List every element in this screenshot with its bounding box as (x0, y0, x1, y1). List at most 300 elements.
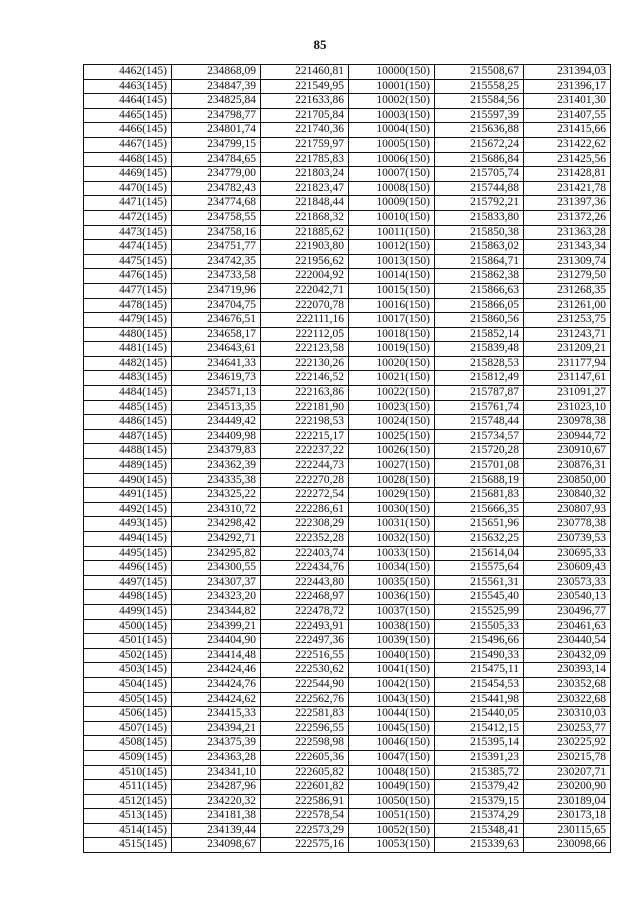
y-coordinate-cell: 230778,38 (524, 517, 611, 532)
point-id-cell: 10040(150) (349, 648, 435, 663)
x-coordinate-cell: 234799,15 (172, 137, 261, 152)
point-id-cell: 4471(145) (84, 196, 172, 211)
y-coordinate-cell: 222146,52 (261, 371, 349, 386)
x-coordinate-cell: 234307,37 (172, 575, 261, 590)
point-id-cell: 10043(150) (349, 692, 435, 707)
y-coordinate-cell: 230573,33 (524, 575, 611, 590)
table-row (84, 342, 611, 357)
x-coordinate-cell: 234758,55 (172, 210, 261, 225)
y-coordinate-cell: 230098,66 (524, 838, 611, 853)
point-id-cell: 10007(150) (349, 167, 435, 182)
y-coordinate-cell: 231261,00 (524, 298, 611, 313)
table-row (84, 225, 611, 240)
y-coordinate-cell: 222112,05 (261, 327, 349, 342)
x-coordinate-cell: 234424,62 (172, 692, 261, 707)
table-row (84, 561, 611, 576)
y-coordinate-cell: 230189,04 (524, 794, 611, 809)
point-id-cell: 10005(150) (349, 137, 435, 152)
table-row (84, 371, 611, 386)
table-row (84, 707, 611, 722)
point-id-cell: 10051(150) (349, 809, 435, 824)
point-id-cell: 10017(150) (349, 313, 435, 328)
y-coordinate-cell: 230393,14 (524, 663, 611, 678)
x-coordinate-cell: 215734,57 (435, 429, 524, 444)
point-id-cell: 4499(145) (84, 604, 172, 619)
x-coordinate-cell: 215391,23 (435, 750, 524, 765)
x-coordinate-cell: 234733,58 (172, 269, 261, 284)
table-row (84, 400, 611, 415)
y-coordinate-cell: 231422,62 (524, 137, 611, 152)
y-coordinate-cell: 230910,67 (524, 444, 611, 459)
point-id-cell: 4505(145) (84, 692, 172, 707)
y-coordinate-cell: 230540,13 (524, 590, 611, 605)
table-row (84, 283, 611, 298)
x-coordinate-cell: 234363,28 (172, 750, 261, 765)
coordinates-table (83, 64, 611, 853)
y-coordinate-cell: 222493,91 (261, 619, 349, 634)
x-coordinate-cell: 234220,32 (172, 794, 261, 809)
point-id-cell: 10038(150) (349, 619, 435, 634)
point-id-cell: 10014(150) (349, 269, 435, 284)
x-coordinate-cell: 215681,83 (435, 488, 524, 503)
point-id-cell: 10030(150) (349, 502, 435, 517)
point-id-cell: 10041(150) (349, 663, 435, 678)
table-row (84, 780, 611, 795)
point-id-cell: 10035(150) (349, 575, 435, 590)
y-coordinate-cell: 230807,93 (524, 502, 611, 517)
y-coordinate-cell: 221868,32 (261, 210, 349, 225)
point-id-cell: 4507(145) (84, 721, 172, 736)
y-coordinate-cell: 222215,17 (261, 429, 349, 444)
point-id-cell: 4480(145) (84, 327, 172, 342)
y-coordinate-cell: 231401,30 (524, 94, 611, 109)
y-coordinate-cell: 230207,71 (524, 765, 611, 780)
x-coordinate-cell: 215666,35 (435, 502, 524, 517)
y-coordinate-cell: 230253,77 (524, 721, 611, 736)
table-row (84, 386, 611, 401)
y-coordinate-cell: 222596,55 (261, 721, 349, 736)
y-coordinate-cell: 231415,66 (524, 123, 611, 138)
point-id-cell: 4465(145) (84, 108, 172, 123)
y-coordinate-cell: 222042,71 (261, 283, 349, 298)
y-coordinate-cell: 222352,28 (261, 532, 349, 547)
x-coordinate-cell: 215833,80 (435, 210, 524, 225)
x-coordinate-cell: 234325,22 (172, 488, 261, 503)
table-row (84, 502, 611, 517)
x-coordinate-cell: 234719,96 (172, 283, 261, 298)
y-coordinate-cell: 222598,98 (261, 736, 349, 751)
y-coordinate-cell: 222586,91 (261, 794, 349, 809)
y-coordinate-cell: 221903,80 (261, 240, 349, 255)
y-coordinate-cell: 230352,68 (524, 677, 611, 692)
y-coordinate-cell: 222308,29 (261, 517, 349, 532)
point-id-cell: 10052(150) (349, 823, 435, 838)
x-coordinate-cell: 215705,74 (435, 167, 524, 182)
x-coordinate-cell: 215441,98 (435, 692, 524, 707)
table-row (84, 210, 611, 225)
point-id-cell: 4463(145) (84, 79, 172, 94)
table-row (84, 604, 611, 619)
x-coordinate-cell: 234379,83 (172, 444, 261, 459)
x-coordinate-cell: 234782,43 (172, 181, 261, 196)
y-coordinate-cell: 230850,00 (524, 473, 611, 488)
x-coordinate-cell: 215505,33 (435, 619, 524, 634)
y-coordinate-cell: 231394,03 (524, 65, 611, 80)
x-coordinate-cell: 215379,42 (435, 780, 524, 795)
point-id-cell: 10045(150) (349, 721, 435, 736)
x-coordinate-cell: 215748,44 (435, 415, 524, 430)
y-coordinate-cell: 230115,65 (524, 823, 611, 838)
point-id-cell: 4489(145) (84, 459, 172, 474)
point-id-cell: 10021(150) (349, 371, 435, 386)
table-row (84, 356, 611, 371)
page-number: 85 (313, 37, 327, 52)
point-id-cell: 4509(145) (84, 750, 172, 765)
point-id-cell: 10048(150) (349, 765, 435, 780)
y-coordinate-cell: 222004,92 (261, 269, 349, 284)
y-coordinate-cell: 231372,26 (524, 210, 611, 225)
table-row (84, 415, 611, 430)
y-coordinate-cell: 230944,72 (524, 429, 611, 444)
point-id-cell: 10000(150) (349, 65, 435, 80)
point-id-cell: 4486(145) (84, 415, 172, 430)
point-id-cell: 4502(145) (84, 648, 172, 663)
x-coordinate-cell: 234404,90 (172, 634, 261, 649)
x-coordinate-cell: 234295,82 (172, 546, 261, 561)
y-coordinate-cell: 230173,18 (524, 809, 611, 824)
y-coordinate-cell: 231209,21 (524, 342, 611, 357)
x-coordinate-cell: 215672,24 (435, 137, 524, 152)
point-id-cell: 4487(145) (84, 429, 172, 444)
y-coordinate-cell: 230432,09 (524, 648, 611, 663)
point-id-cell: 4514(145) (84, 823, 172, 838)
point-id-cell: 4513(145) (84, 809, 172, 824)
x-coordinate-cell: 215374,29 (435, 809, 524, 824)
table-row (84, 765, 611, 780)
point-id-cell: 10011(150) (349, 225, 435, 240)
y-coordinate-cell: 222111,16 (261, 313, 349, 328)
point-id-cell: 4462(145) (84, 65, 172, 80)
table-row (84, 269, 611, 284)
x-coordinate-cell: 215496,66 (435, 634, 524, 649)
point-id-cell: 4501(145) (84, 634, 172, 649)
point-id-cell: 4503(145) (84, 663, 172, 678)
y-coordinate-cell: 222198,53 (261, 415, 349, 430)
point-id-cell: 10012(150) (349, 240, 435, 255)
point-id-cell: 4468(145) (84, 152, 172, 167)
table-row (84, 152, 611, 167)
point-id-cell: 4496(145) (84, 561, 172, 576)
y-coordinate-cell: 221956,62 (261, 254, 349, 269)
x-coordinate-cell: 234658,17 (172, 327, 261, 342)
y-coordinate-cell: 222605,82 (261, 765, 349, 780)
y-coordinate-cell: 222544,90 (261, 677, 349, 692)
y-coordinate-cell: 230440,54 (524, 634, 611, 649)
y-coordinate-cell: 231428,81 (524, 167, 611, 182)
point-id-cell: 4515(145) (84, 838, 172, 853)
point-id-cell: 10042(150) (349, 677, 435, 692)
point-id-cell: 10020(150) (349, 356, 435, 371)
y-coordinate-cell: 230739,53 (524, 532, 611, 547)
x-coordinate-cell: 234774,68 (172, 196, 261, 211)
y-coordinate-cell: 221759,97 (261, 137, 349, 152)
coordinates-table-body (84, 65, 611, 853)
x-coordinate-cell: 234424,76 (172, 677, 261, 692)
table-row (84, 327, 611, 342)
y-coordinate-cell: 222270,28 (261, 473, 349, 488)
point-id-cell: 4493(145) (84, 517, 172, 532)
x-coordinate-cell: 215701,08 (435, 459, 524, 474)
y-coordinate-cell: 230609,43 (524, 561, 611, 576)
x-coordinate-cell: 215792,21 (435, 196, 524, 211)
x-coordinate-cell: 234449,42 (172, 415, 261, 430)
y-coordinate-cell: 221549,95 (261, 79, 349, 94)
x-coordinate-cell: 234784,65 (172, 152, 261, 167)
x-coordinate-cell: 234424,46 (172, 663, 261, 678)
x-coordinate-cell: 234399,21 (172, 619, 261, 634)
x-coordinate-cell: 234344,82 (172, 604, 261, 619)
point-id-cell: 10016(150) (349, 298, 435, 313)
point-id-cell: 10015(150) (349, 283, 435, 298)
x-coordinate-cell: 215454,53 (435, 677, 524, 692)
x-coordinate-cell: 234641,33 (172, 356, 261, 371)
x-coordinate-cell: 215651,96 (435, 517, 524, 532)
point-id-cell: 4467(145) (84, 137, 172, 152)
point-id-cell: 4470(145) (84, 181, 172, 196)
point-id-cell: 4469(145) (84, 167, 172, 182)
y-coordinate-cell: 231243,71 (524, 327, 611, 342)
point-id-cell: 4492(145) (84, 502, 172, 517)
y-coordinate-cell: 222581,83 (261, 707, 349, 722)
x-coordinate-cell: 234798,77 (172, 108, 261, 123)
table-row (84, 677, 611, 692)
point-id-cell: 10022(150) (349, 386, 435, 401)
y-coordinate-cell: 222578,54 (261, 809, 349, 824)
table-row (84, 823, 611, 838)
x-coordinate-cell: 215561,31 (435, 575, 524, 590)
table-row (84, 663, 611, 678)
y-coordinate-cell: 222163,86 (261, 386, 349, 401)
x-coordinate-cell: 215744,88 (435, 181, 524, 196)
table-row (84, 429, 611, 444)
y-coordinate-cell: 230461,63 (524, 619, 611, 634)
x-coordinate-cell: 234825,84 (172, 94, 261, 109)
y-coordinate-cell: 222181,90 (261, 400, 349, 415)
point-id-cell: 4473(145) (84, 225, 172, 240)
x-coordinate-cell: 215379,15 (435, 794, 524, 809)
table-row (84, 444, 611, 459)
y-coordinate-cell: 231425,56 (524, 152, 611, 167)
y-coordinate-cell: 231363,28 (524, 225, 611, 240)
x-coordinate-cell: 234298,42 (172, 517, 261, 532)
table-row (84, 196, 611, 211)
y-coordinate-cell: 221848,44 (261, 196, 349, 211)
table-row (84, 459, 611, 474)
x-coordinate-cell: 215525,99 (435, 604, 524, 619)
y-coordinate-cell: 222516,55 (261, 648, 349, 663)
y-coordinate-cell: 231091,27 (524, 386, 611, 401)
x-coordinate-cell: 234751,77 (172, 240, 261, 255)
point-id-cell: 4474(145) (84, 240, 172, 255)
table-row (84, 473, 611, 488)
x-coordinate-cell: 215508,67 (435, 65, 524, 80)
table-row (84, 488, 611, 503)
point-id-cell: 10032(150) (349, 532, 435, 547)
point-id-cell: 10037(150) (349, 604, 435, 619)
point-id-cell: 10029(150) (349, 488, 435, 503)
point-id-cell: 10027(150) (349, 459, 435, 474)
table-row (84, 634, 611, 649)
x-coordinate-cell: 215866,63 (435, 283, 524, 298)
x-coordinate-cell: 234801,74 (172, 123, 261, 138)
y-coordinate-cell: 230876,31 (524, 459, 611, 474)
table-row (84, 79, 611, 94)
y-coordinate-cell: 231023,10 (524, 400, 611, 415)
y-coordinate-cell: 222123,58 (261, 342, 349, 357)
point-id-cell: 10053(150) (349, 838, 435, 853)
table-row (84, 181, 611, 196)
x-coordinate-cell: 234409,98 (172, 429, 261, 444)
x-coordinate-cell: 215475,11 (435, 663, 524, 678)
x-coordinate-cell: 234362,39 (172, 459, 261, 474)
y-coordinate-cell: 231397,36 (524, 196, 611, 211)
y-coordinate-cell: 221885,62 (261, 225, 349, 240)
x-coordinate-cell: 215688,19 (435, 473, 524, 488)
y-coordinate-cell: 222605,36 (261, 750, 349, 765)
point-id-cell: 10046(150) (349, 736, 435, 751)
point-id-cell: 4484(145) (84, 386, 172, 401)
y-coordinate-cell: 222562,76 (261, 692, 349, 707)
table-row (84, 838, 611, 853)
point-id-cell: 10013(150) (349, 254, 435, 269)
y-coordinate-cell: 231268,35 (524, 283, 611, 298)
point-id-cell: 4488(145) (84, 444, 172, 459)
y-coordinate-cell: 222468,97 (261, 590, 349, 605)
x-coordinate-cell: 234323,20 (172, 590, 261, 605)
x-coordinate-cell: 215761,74 (435, 400, 524, 415)
x-coordinate-cell: 215720,28 (435, 444, 524, 459)
point-id-cell: 10003(150) (349, 108, 435, 123)
point-id-cell: 10050(150) (349, 794, 435, 809)
x-coordinate-cell: 215812,49 (435, 371, 524, 386)
x-coordinate-cell: 234571,13 (172, 386, 261, 401)
point-id-cell: 4478(145) (84, 298, 172, 313)
x-coordinate-cell: 234310,72 (172, 502, 261, 517)
point-id-cell: 4491(145) (84, 488, 172, 503)
x-coordinate-cell: 215584,56 (435, 94, 524, 109)
point-id-cell: 4510(145) (84, 765, 172, 780)
x-coordinate-cell: 234513,35 (172, 400, 261, 415)
y-coordinate-cell: 222130,26 (261, 356, 349, 371)
point-id-cell: 4472(145) (84, 210, 172, 225)
point-id-cell: 10009(150) (349, 196, 435, 211)
point-id-cell: 10031(150) (349, 517, 435, 532)
x-coordinate-cell: 234758,16 (172, 225, 261, 240)
point-id-cell: 4482(145) (84, 356, 172, 371)
point-id-cell: 4479(145) (84, 313, 172, 328)
point-id-cell: 10026(150) (349, 444, 435, 459)
y-coordinate-cell: 221460,81 (261, 65, 349, 80)
x-coordinate-cell: 215385,72 (435, 765, 524, 780)
x-coordinate-cell: 215862,38 (435, 269, 524, 284)
point-id-cell: 10004(150) (349, 123, 435, 138)
y-coordinate-cell: 222478,72 (261, 604, 349, 619)
x-coordinate-cell: 215866,05 (435, 298, 524, 313)
x-coordinate-cell: 234414,48 (172, 648, 261, 663)
x-coordinate-cell: 234742,35 (172, 254, 261, 269)
point-id-cell: 10033(150) (349, 546, 435, 561)
y-coordinate-cell: 230200,90 (524, 780, 611, 795)
y-coordinate-cell: 221785,83 (261, 152, 349, 167)
x-coordinate-cell: 234868,09 (172, 65, 261, 80)
x-coordinate-cell: 234287,96 (172, 780, 261, 795)
x-coordinate-cell: 215490,33 (435, 648, 524, 663)
point-id-cell: 4481(145) (84, 342, 172, 357)
point-id-cell: 4464(145) (84, 94, 172, 109)
point-id-cell: 4475(145) (84, 254, 172, 269)
x-coordinate-cell: 234619,73 (172, 371, 261, 386)
table-row (84, 94, 611, 109)
y-coordinate-cell: 222443,80 (261, 575, 349, 590)
x-coordinate-cell: 215558,25 (435, 79, 524, 94)
x-coordinate-cell: 215852,14 (435, 327, 524, 342)
table-row (84, 546, 611, 561)
table-row (84, 590, 611, 605)
point-id-cell: 4511(145) (84, 780, 172, 795)
y-coordinate-cell: 230840,32 (524, 488, 611, 503)
table-row (84, 137, 611, 152)
point-id-cell: 10034(150) (349, 561, 435, 576)
point-id-cell: 4476(145) (84, 269, 172, 284)
point-id-cell: 4466(145) (84, 123, 172, 138)
table-row (84, 736, 611, 751)
x-coordinate-cell: 234704,75 (172, 298, 261, 313)
x-coordinate-cell: 234139,44 (172, 823, 261, 838)
point-id-cell: 4508(145) (84, 736, 172, 751)
x-coordinate-cell: 215850,38 (435, 225, 524, 240)
y-coordinate-cell: 221803,24 (261, 167, 349, 182)
y-coordinate-cell: 222573,29 (261, 823, 349, 838)
y-coordinate-cell: 222530,62 (261, 663, 349, 678)
point-id-cell: 4485(145) (84, 400, 172, 415)
y-coordinate-cell: 221740,36 (261, 123, 349, 138)
x-coordinate-cell: 215412,15 (435, 721, 524, 736)
y-coordinate-cell: 231407,55 (524, 108, 611, 123)
y-coordinate-cell: 221633,86 (261, 94, 349, 109)
y-coordinate-cell: 222272,54 (261, 488, 349, 503)
x-coordinate-cell: 234394,21 (172, 721, 261, 736)
point-id-cell: 4495(145) (84, 546, 172, 561)
table-row (84, 619, 611, 634)
point-id-cell: 10023(150) (349, 400, 435, 415)
point-id-cell: 10018(150) (349, 327, 435, 342)
x-coordinate-cell: 215863,02 (435, 240, 524, 255)
point-id-cell: 4483(145) (84, 371, 172, 386)
point-id-cell: 4498(145) (84, 590, 172, 605)
y-coordinate-cell: 230978,38 (524, 415, 611, 430)
x-coordinate-cell: 215575,64 (435, 561, 524, 576)
point-id-cell: 4504(145) (84, 677, 172, 692)
point-id-cell: 10044(150) (349, 707, 435, 722)
x-coordinate-cell: 234300,55 (172, 561, 261, 576)
point-id-cell: 10036(150) (349, 590, 435, 605)
point-id-cell: 4494(145) (84, 532, 172, 547)
table-row (84, 532, 611, 547)
point-id-cell: 10049(150) (349, 780, 435, 795)
x-coordinate-cell: 215787,87 (435, 386, 524, 401)
x-coordinate-cell: 215636,88 (435, 123, 524, 138)
x-coordinate-cell: 234292,71 (172, 532, 261, 547)
